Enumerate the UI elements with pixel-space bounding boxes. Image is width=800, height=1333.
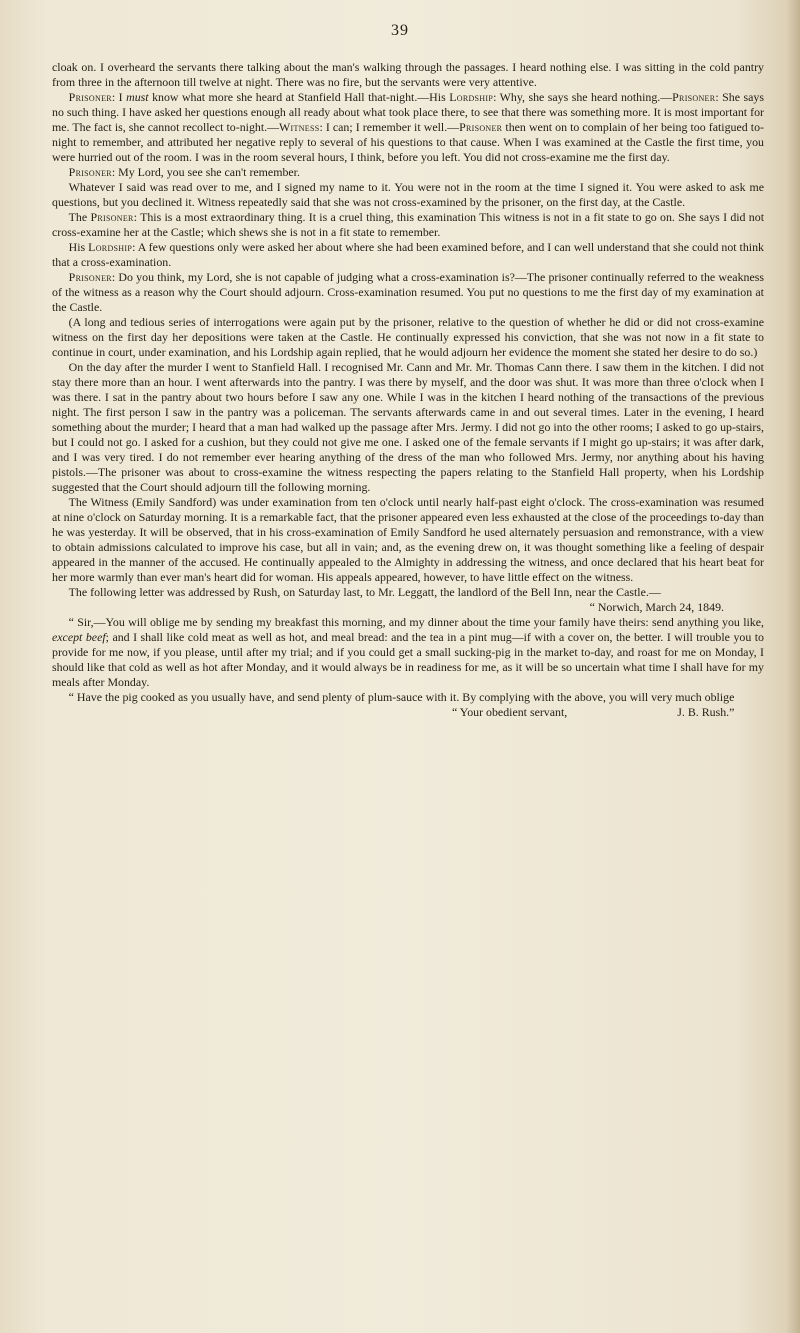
emphasis-text: must	[126, 90, 149, 104]
text-run: Whatever I said was read over to me, and I signed my name to it. You were not in the room at the time I signed it. You were asked to ask me questions, but you declined it. Witness repeatedly said that she was not cross-examined by the prisoner, on the first day, at the Castle.	[52, 180, 764, 209]
letter-paragraph-l1	[52, 615, 764, 690]
text-run: (A long and tedious series of interrogations were again put by the prisoner, relative to the question of whether he did or did not cross-examine witness on the first day her depositions were taken at the Castle. He continually expressed his conviction, that she was not now in a fit state to continue in court, under examination, and his Lordship again replied, that he would adjourn her evidence the moment she stated her desire to do so.)	[52, 315, 764, 359]
text-run: On the day after the murder I went to Stanfield Hall. I recognised Mr. Cann and Mr. Mr. Thomas Cann there. I saw them in the kitchen. I did not stay there more than an hour. I went afterwards into the pantry. I was there by myself, and the door was shut. It was more than three o'clock when I was there. I sat in the pantry about two hours before I saw any one. While I was in the kitchen I heard nothing of the transactions of the previous night. The first person I saw in the pantry was a policeman. The servants afterwards came in and out several times. Later in the evening, I heard something about the murder; I heard that a man had walked up the passage after Mrs. Jermy. I did not go into the other rooms; I asked to go up-stairs, but I could not go. I asked for a cushion, but they could not give me one. I asked one of the female servants if I might go up-stairs; it was after dark, and I was very tired. I do not remember ever hearing anything of the dress of the man who followed Mrs. Jermy, nor anything about his having pistols.—The prisoner was about to cross-examine the witness respecting the papers relating to the Stanfield Hall property, when his Lordship suggested that the Court should adjourn till the following morning.	[52, 360, 764, 494]
emphasis-text: except beef	[52, 630, 106, 644]
paragraph-p3	[52, 165, 764, 180]
speaker-label: Prisoner	[672, 90, 716, 104]
text-run: : I can; I remember it well.—	[319, 120, 460, 134]
letter-paragraph-l2	[52, 690, 764, 705]
paragraph-p5	[52, 210, 764, 240]
text-run: “ Sir,—You will oblige me by sending my breakfast this morning, and my dinner about the time your family have theirs: send anything you like,	[68, 615, 764, 629]
body-text	[52, 60, 764, 720]
paragraph-p4	[52, 180, 764, 210]
text-run: : My Lord, you see she can't remember.	[111, 165, 300, 179]
paragraph-p9	[52, 360, 764, 495]
paragraph-p8	[52, 315, 764, 360]
text-run: : I	[111, 90, 127, 104]
letter-closing-text: “ Your obedient servant,	[452, 705, 568, 719]
paragraph-p1	[52, 60, 764, 90]
text-run: know what more she heard at Stanfield Hall that-night.—His	[148, 90, 450, 104]
page-edge-shadow	[786, 0, 800, 1333]
speaker-label: Witness	[279, 120, 320, 134]
text-run: then went on to complain of her being too fatigued to-night to remember, and attributed her negative reply to several of his questions to that cause. When I was examined at the Castle the first time, you were hurried out of the room. I was in the room several hours, I think, before you left. You did not cross-examine me the first day.	[52, 120, 764, 164]
paragraph-list	[52, 60, 764, 600]
text-run: : A few questions only were asked her about where she had been examined before, and I can well understand that she could not think that a cross-examination.	[52, 240, 764, 269]
paragraph-p2	[52, 90, 764, 165]
text-run: The following letter was addressed by Rush, on Saturday last, to Mr. Leggatt, the landlord of the Bell Inn, near the Castle.—	[68, 585, 661, 599]
paragraph-p11	[52, 585, 764, 600]
speaker-label: Prisoner	[459, 120, 503, 134]
text-run: cloak on. I overheard the servants there talking about the man's walking through the passages. I heard nothing else. I was sitting in the cold pantry from three in the afternoon till twelve at night. There was no fire, but the servants were very attentive.	[52, 60, 764, 89]
page-number: 39	[391, 22, 409, 39]
text-run: His	[68, 240, 89, 254]
letter-closing	[52, 705, 764, 720]
paragraph-p6	[52, 240, 764, 270]
text-run: : She says no such thing. I have asked her questions enough all ready about what took place there, to see that there was something more. It is most important for me. The fact is, she cannot recollect to-night.—	[52, 90, 764, 134]
text-run: ; and I shall like cold meat as well as hot, and meal bread: and the tea in a pint mug—if with a cover on, the better. I will trouble you to provide for me now, if you please, until after my trial; and if you could get a small sucking-pig in the market to-day, and roast for me on Monday, I should like that cold as well as hot after Monday, and it would always be in readiness for me, as it will be so uncertain what time I shall have for my meals after Monday.	[52, 630, 765, 689]
text-run: : Do you think, my Lord, she is not capable of judging what a cross-examination is?—The prisoner continually referred to the weakness of the witness as a reason why the Court should adjourn. Cross-examination resumed. You put no questions to me the first day of my examination at the Castle.	[52, 270, 764, 314]
text-run: The	[68, 210, 91, 224]
letter-body	[52, 615, 764, 705]
letter-signature: J. B. Rush.”	[677, 705, 735, 719]
speaker-label: Prisoner	[68, 165, 112, 179]
speaker-label: Prisoner	[90, 210, 134, 224]
text-run: “ Have the pig cooked as you usually have, and send plenty of plum-sauce with it. By complying with the above, you will very much oblige	[68, 690, 735, 704]
speaker-label: Prisoner	[68, 90, 112, 104]
speaker-label: Lordship	[449, 90, 494, 104]
paragraph-p10	[52, 495, 764, 585]
text-run: : This is a most extraordinary thing. It is a cruel thing, this examination This witness is not in a fit state to go on. She says I did not cross-examine her at the Castle; which shews she is not in a fit state to remember.	[52, 210, 764, 239]
text-run: : Why, she says she heard nothing.—	[493, 90, 673, 104]
paragraph-p7	[52, 270, 764, 315]
speaker-label: Lordship	[88, 240, 133, 254]
letter-dateline: “ Norwich, March 24, 1849.	[589, 600, 724, 614]
speaker-label: Prisoner	[68, 270, 112, 284]
text-run: The Witness (Emily Sandford) was under examination from ten o'clock until nearly half-past eight o'clock. The cross-examination was resumed at nine o'clock on Saturday morning. It is a remarkable fact, that the prisoner appeared even less exhausted at the close of the proceedings to-day than he was yesterday. It will be observed, that in his cross-examination of Emily Sandford he used alternately persuasion and remonstrance, with a view to obtain admissions calculated to improve his case, but all in vain; and, as the evening drew on, it was thought something like a feeling of despair appeared in the manner of the accused. He continually appealed to the Almighty in addressing the witness, and once declared that his heart beat for her more warmly than ever man's heart did for woman. His appeals appeared, however, to have little effect on the witness.	[52, 495, 764, 584]
